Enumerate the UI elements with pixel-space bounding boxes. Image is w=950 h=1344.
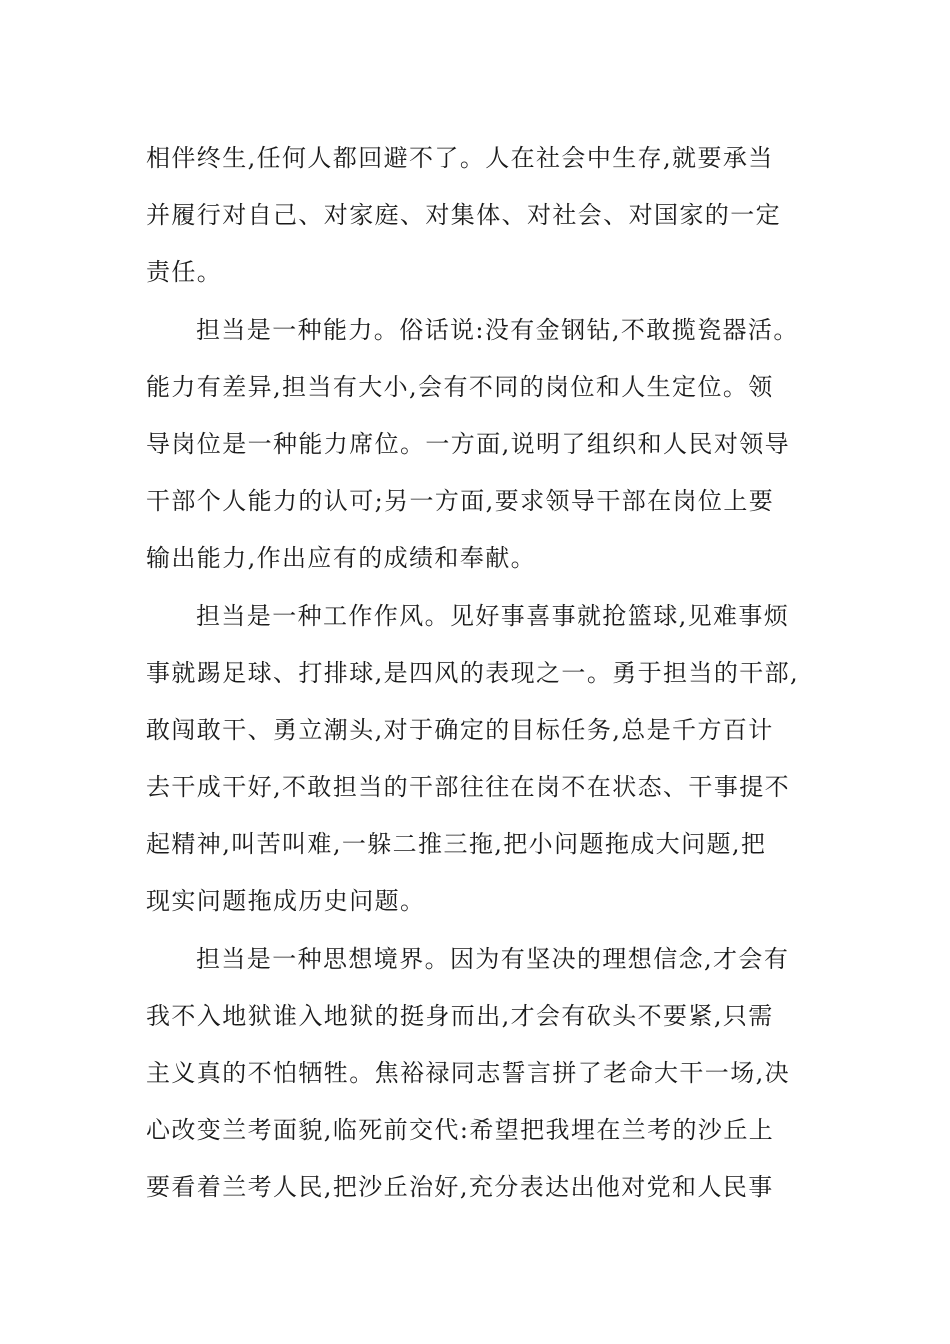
text-line: 我不入地狱谁入地狱的挺身而出,才会有砍头不要紧,只需 bbox=[146, 1001, 774, 1030]
text-line: 能力有差异,担当有大小,会有不同的岗位和人生定位。领 bbox=[146, 372, 774, 401]
text-line: 干部个人能力的认可;另一方面,要求领导干部在岗位上要 bbox=[146, 487, 775, 516]
text-line: 责任。 bbox=[146, 258, 223, 287]
text-line: 相伴终生,任何人都回避不了。人在社会中生存,就要承当 bbox=[146, 144, 774, 172]
text-line: 输出能力,作出应有的成绩和奉献。 bbox=[146, 544, 537, 573]
document-body bbox=[146, 130, 826, 1217]
text-line: 起精神,叫苦叫难,一躲二推三拖,把小问题拖成大问题,把 bbox=[146, 830, 767, 859]
text-line: 敢闯敢干、勇立潮头,对于确定的目标任务,总是千方百计 bbox=[146, 715, 774, 744]
text-line: 主义真的不怕牺牲。焦裕禄同志誓言拼了老命大干一场,决 bbox=[146, 1059, 791, 1087]
text-line: 去干成干好,不敢担当的干部往往在岗不在状态、干事提不 bbox=[146, 773, 791, 802]
paragraph-first-line: 担当是一种思想境界。因为有坚决的理想信念,才会有 bbox=[196, 944, 790, 973]
text-line: 导岗位是一种能力席位。一方面,说明了组织和人民对领导 bbox=[146, 429, 791, 458]
text-line: 要看着兰考人民,把沙丘治好,充分表达出他对党和人民事 bbox=[146, 1173, 774, 1202]
text-line: 并履行对自己、对家庭、对集体、对社会、对国家的一定 bbox=[146, 201, 781, 230]
text-line: 心改变兰考面貌,临死前交代:希望把我埋在兰考的沙丘上 bbox=[146, 1116, 775, 1145]
text-line: 现实问题拖成历史问题。 bbox=[146, 887, 426, 916]
text-line: 事就踢足球、打排球,是四风的表现之一。勇于担当的干部, bbox=[146, 658, 800, 687]
paragraph-first-line: 担当是一种能力。俗话说:没有金钢钻,不敢揽瓷器活。 bbox=[196, 315, 799, 344]
paragraph-first-line: 担当是一种工作作风。见好事喜事就抢篮球,见难事烦 bbox=[196, 601, 790, 630]
